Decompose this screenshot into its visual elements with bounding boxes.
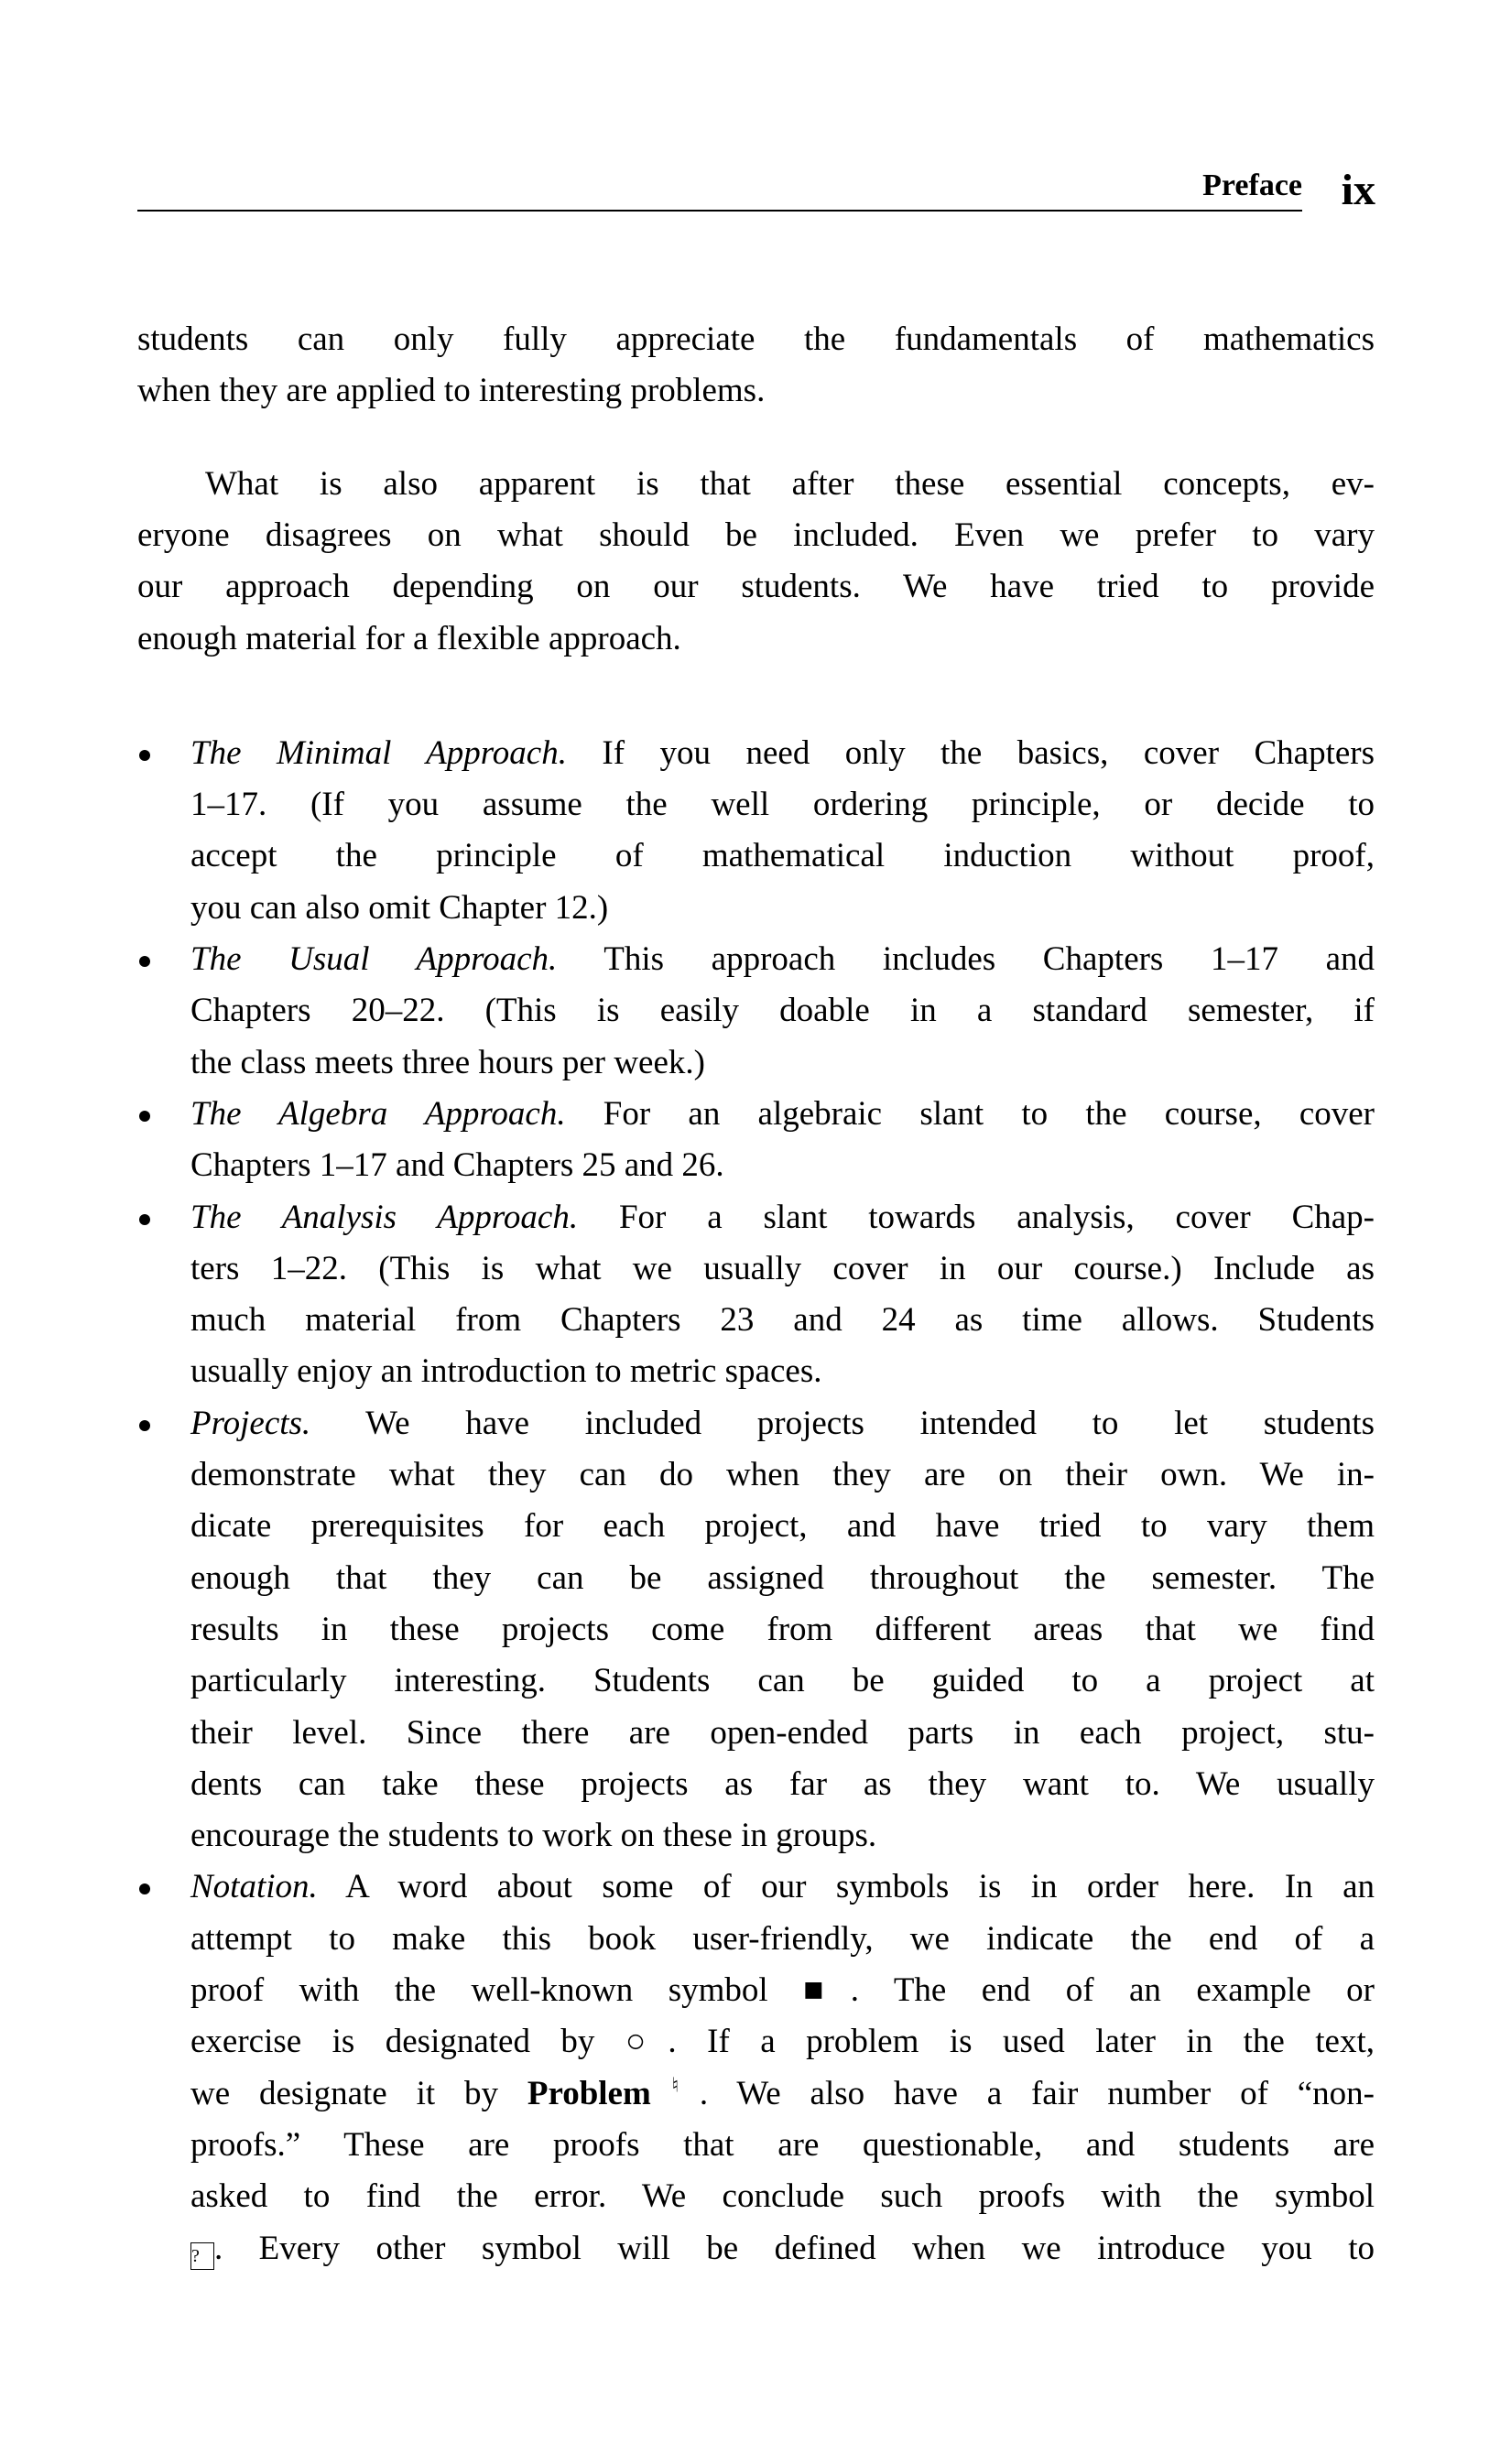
text-run: enough that they can be assigned throughout the semester. The	[190, 1558, 1375, 1597]
list-item-line	[190, 1295, 1375, 1346]
list-item-line	[190, 1708, 1375, 1759]
text-run: proofs.” These are proofs that are questionable, and students are	[190, 2125, 1375, 2164]
text-run: encourage the students to work on these in groups.	[190, 1817, 877, 1855]
list-item-line	[190, 934, 1375, 985]
bullet-icon	[139, 1883, 150, 1894]
item-lead-in: The Analysis Approach.	[190, 1198, 579, 1236]
text-run: their level. Since there are open-ended parts in each project, stu-	[190, 1713, 1375, 1752]
natural-sign-icon: ♮	[650, 2073, 700, 2097]
text-run: we designate it by	[190, 2074, 527, 2112]
text-run: Chapters 1–17 and Chapters 25 and 26.	[190, 1146, 724, 1185]
paragraph-line	[137, 613, 1375, 665]
list-item-line	[190, 1914, 1375, 1965]
bullet-icon	[139, 1420, 150, 1431]
list-item-line	[190, 1346, 1375, 1397]
text-run: enough material for a flexible approach.	[137, 619, 681, 657]
list-item-line	[190, 1862, 1375, 1913]
text-run: usually enjoy an introduction to metric spaces.	[190, 1352, 822, 1391]
text-run: . We also have a fair number of “non-	[699, 2074, 1375, 2112]
paragraph-line	[137, 561, 1375, 613]
list-item-line	[190, 1037, 1375, 1089]
list-item-line	[190, 1398, 1375, 1449]
paragraph-line	[137, 459, 1375, 510]
text-run: We have included projects intended to let students	[310, 1404, 1375, 1442]
text-run: demonstrate what they can do when they are on their own. We in-	[190, 1456, 1375, 1493]
text-run: For a slant towards analysis, cover Chap-	[578, 1198, 1375, 1236]
list-item-line	[190, 830, 1375, 882]
text-run: asked to find the error. We conclude such proofs with the symbol	[190, 2177, 1375, 2216]
text-run: 1–17. (If you assume the well ordering principle, or decide to	[190, 786, 1375, 824]
list-item-line	[190, 2120, 1375, 2171]
list-item-line	[190, 2016, 1375, 2068]
text-run: . If a problem is used later in the text,	[668, 2023, 1375, 2061]
list-item-line	[190, 728, 1375, 779]
item-lead-in: The Algebra Approach.	[190, 1094, 566, 1133]
end-of-proof-icon: ■	[803, 1971, 851, 2009]
list-item-line	[190, 1449, 1375, 1501]
text-run: proof with the well-known symbol	[190, 1971, 804, 2009]
text-run: If you need only the basics, cover Chapters	[566, 733, 1375, 772]
list-item-line	[190, 2171, 1375, 2222]
list-item-line	[190, 2068, 1375, 2120]
text-run: What is also apparent is that after these essential concepts, ev-	[137, 464, 1375, 503]
text-run: results in these projects come from different areas that we find	[190, 1610, 1375, 1648]
end-of-example-icon: ○	[625, 2023, 669, 2061]
bullet-icon	[139, 956, 150, 967]
paragraph-line	[137, 314, 1375, 365]
running-header-title: Preface	[1202, 168, 1302, 202]
text-run: A word about some of our symbols is in order here. In an	[317, 1868, 1375, 1906]
list-item-line	[190, 2223, 1375, 2274]
text-run: the class meets three hours per week.)	[190, 1043, 705, 1081]
item-lead-in: Notation.	[190, 1868, 318, 1906]
nonproof-symbol-icon: ?	[190, 2242, 214, 2270]
text-run: much material from Chapters 23 and 24 as time allows. Students	[190, 1301, 1375, 1340]
list-item-line	[190, 1553, 1375, 1604]
list-item-line	[190, 1192, 1375, 1243]
text-run: dents can take these projects as far as they want to. We usually	[190, 1764, 1375, 1803]
list-item-line	[190, 1604, 1375, 1655]
bullet-icon	[139, 1111, 150, 1122]
list-item-line	[190, 985, 1375, 1037]
list-item-line	[190, 1089, 1375, 1140]
list-item-line	[190, 1501, 1375, 1552]
page-number: ix	[1341, 166, 1375, 214]
list-item-line	[190, 779, 1375, 830]
text-run: ters 1–22. (This is what we usually cover in our course.) Include as	[190, 1249, 1375, 1287]
list-item-line	[190, 1810, 1375, 1862]
list-item-line	[190, 1243, 1375, 1295]
list-item-line	[190, 1140, 1375, 1191]
paragraph-line	[137, 365, 1375, 417]
item-lead-in: The Minimal Approach.	[190, 733, 567, 772]
bold-term: Problem	[527, 2074, 651, 2112]
list-item-line	[190, 1965, 1375, 2016]
bullet-icon	[139, 1214, 150, 1225]
item-lead-in: The Usual Approach.	[190, 940, 558, 978]
item-lead-in: Projects.	[190, 1404, 311, 1442]
text-run: attempt to make this book user-friendly, we indicate the end of a	[190, 1919, 1375, 1958]
text-run: exercise is designated by	[190, 2023, 625, 2061]
text-run: . Every other symbol will be defined when we introduce you to	[214, 2229, 1375, 2267]
text-run: you can also omit Chapter 12.)	[190, 888, 609, 927]
header-rule	[137, 210, 1302, 212]
list-item-line	[190, 1759, 1375, 1810]
text-run: This approach includes Chapters 1–17 and	[557, 940, 1375, 978]
text-run: eryone disagrees on what should be included. Even we prefer to vary	[137, 516, 1375, 554]
text-run: For an algebraic slant to the course, cover	[565, 1094, 1375, 1133]
list-item-line	[190, 883, 1375, 934]
text-run: our approach depending on our students. We have tried to provide	[137, 568, 1375, 606]
bullet-icon	[139, 750, 150, 761]
text-run: students can only fully appreciate the fundamentals of mathematics	[137, 320, 1375, 358]
text-run: . The end of an example or	[850, 1971, 1375, 2009]
text-run: accept the principle of mathematical induction without proof,	[190, 837, 1375, 875]
text-run: when they are applied to interesting problems.	[137, 372, 766, 410]
text-run: dicate prerequisites for each project, and have tried to vary them	[190, 1507, 1375, 1546]
paragraph-line	[137, 510, 1375, 561]
text-run: Chapters 20–22. (This is easily doable in a standard semester, if	[190, 992, 1375, 1030]
text-run: particularly interesting. Students can be guided to a project at	[190, 1662, 1375, 1700]
list-item-line	[190, 1655, 1375, 1707]
